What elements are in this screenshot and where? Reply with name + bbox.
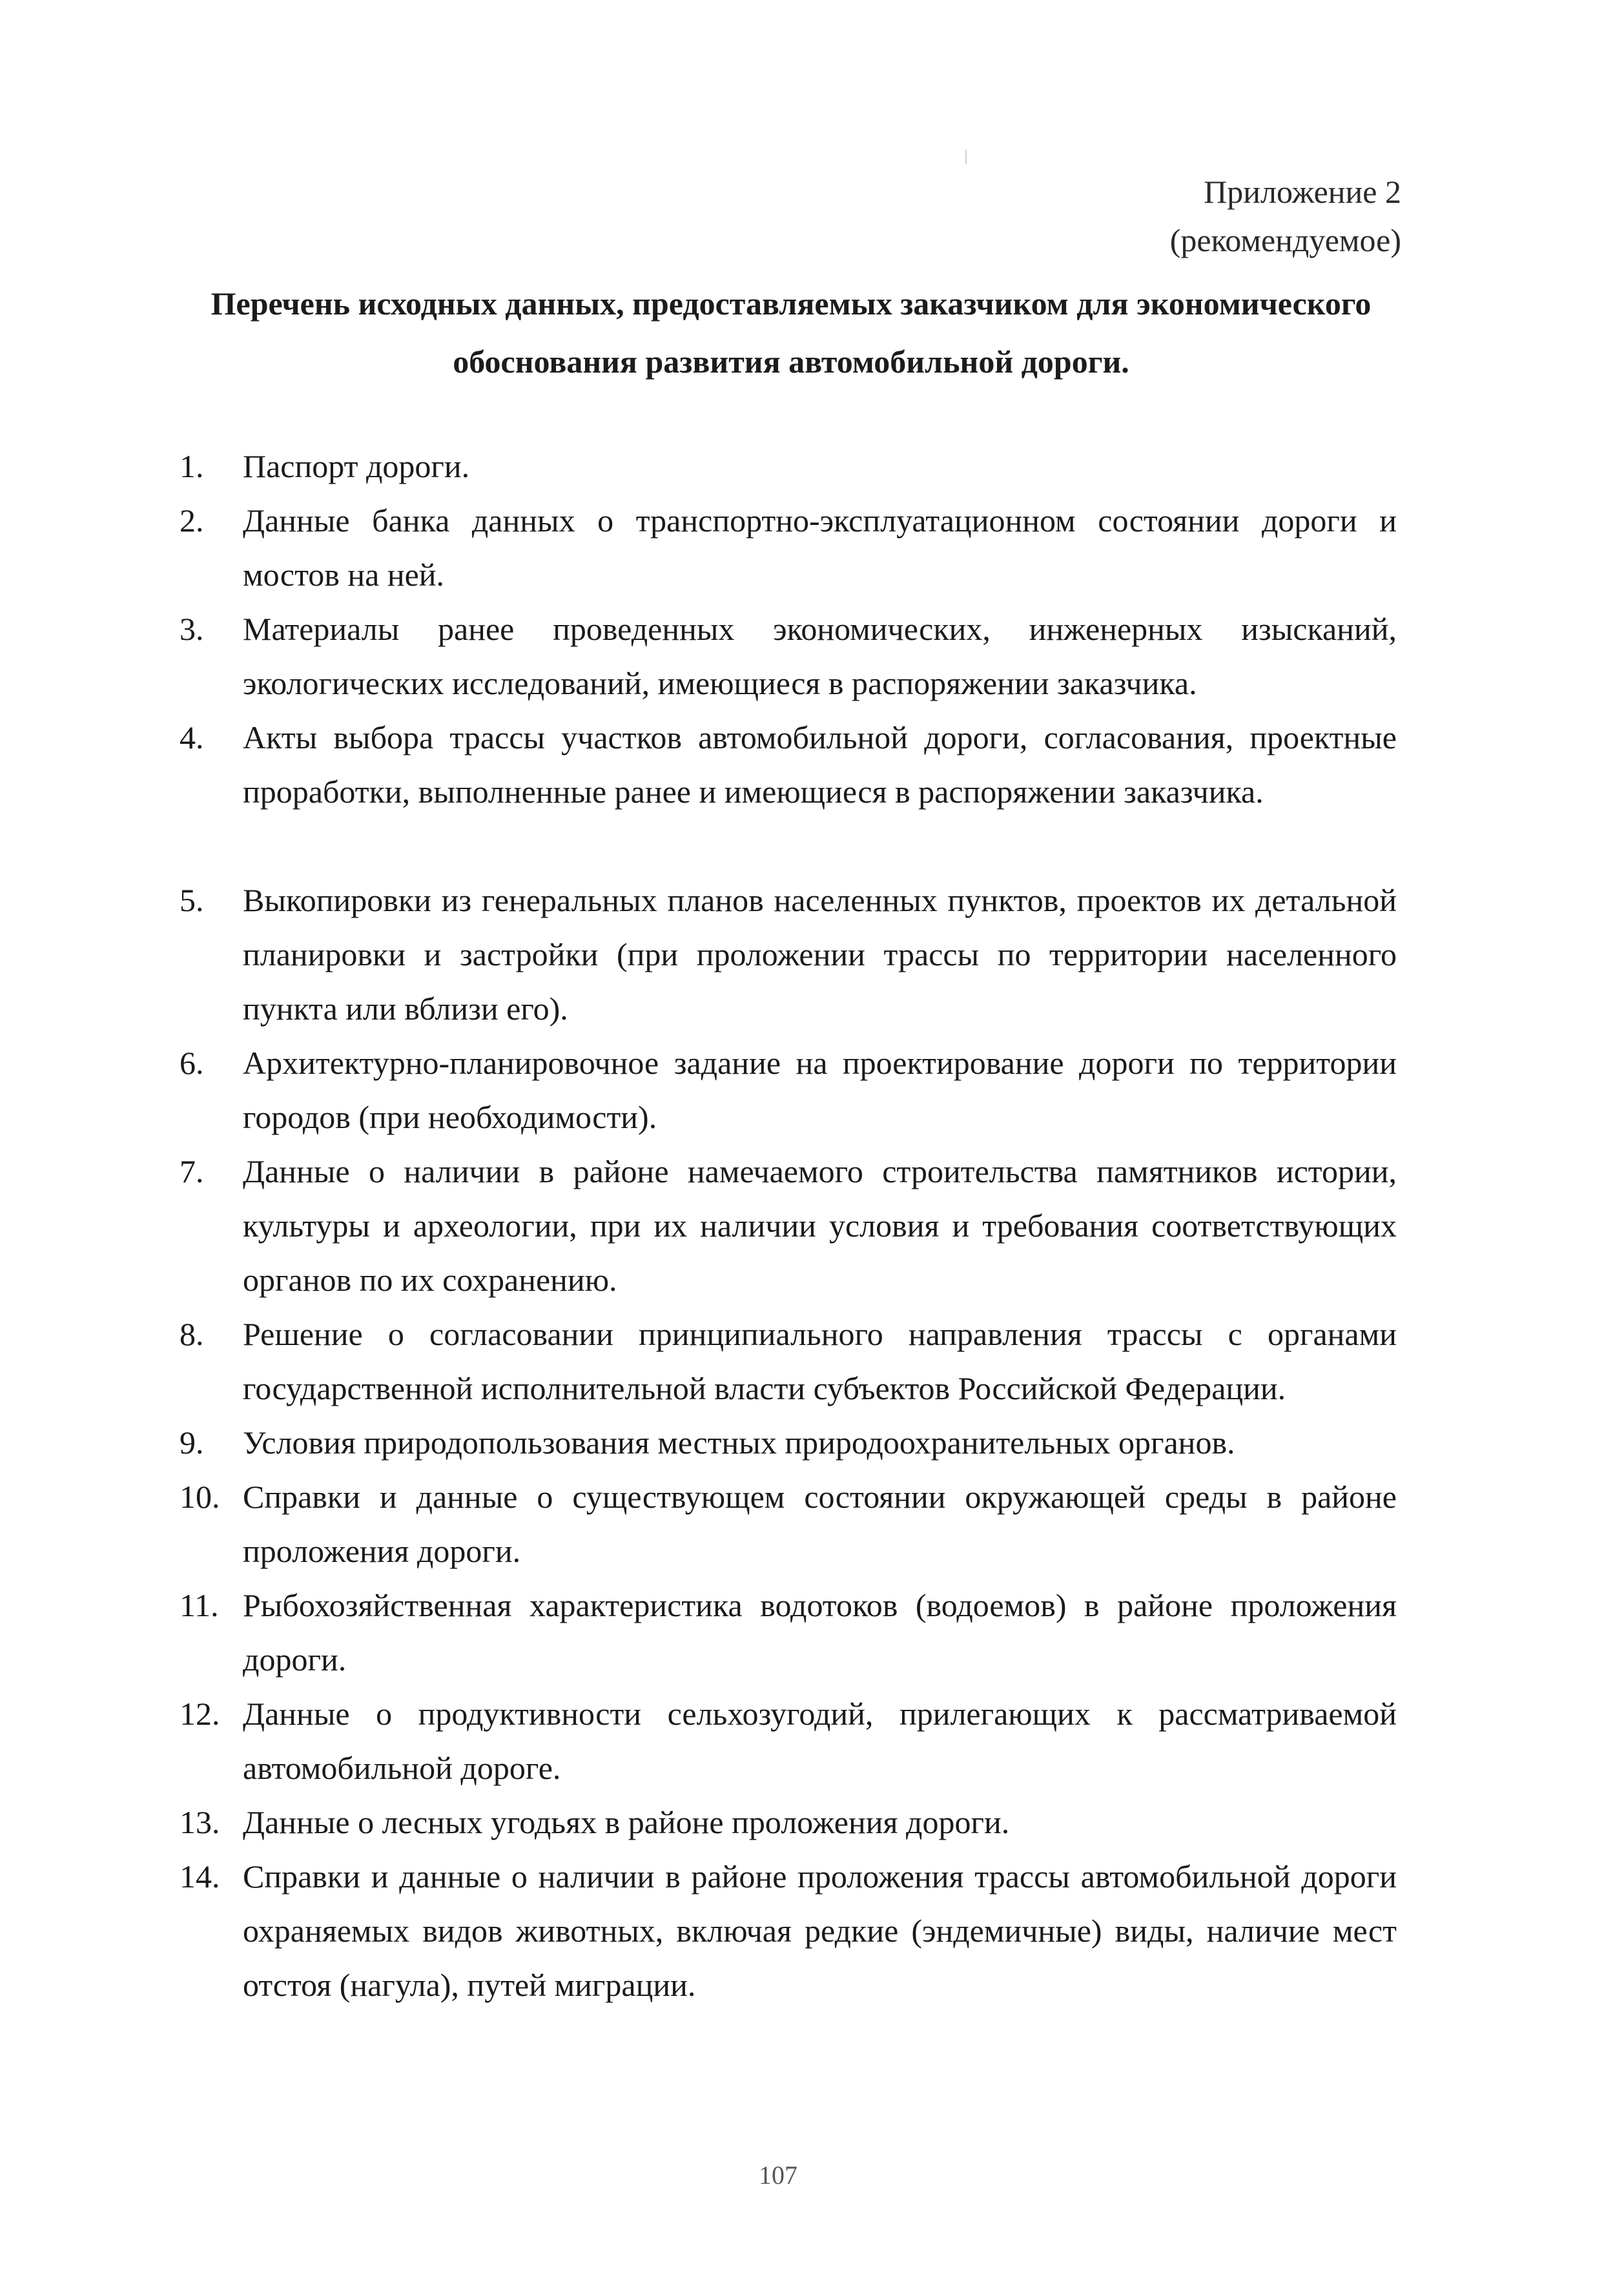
item-number: 7. xyxy=(180,1153,204,1189)
scan-artifact xyxy=(965,150,967,164)
appendix-note: (рекомендуемое) xyxy=(1169,222,1401,258)
list-item xyxy=(180,1036,1397,1144)
item-text: Материалы ранее проведенных экономических, инженерных изысканий, экологических исследований, имеющиеся в распоряжении заказчика. xyxy=(243,611,1397,701)
item-number: 4. xyxy=(180,719,204,755)
list-item xyxy=(180,1307,1397,1415)
item-text: Рыбохозяйственная характеристика водотоков (водоемов) в районе проложения дороги. xyxy=(243,1587,1397,1678)
item-number: 5. xyxy=(180,882,204,918)
item-number: 9. xyxy=(180,1424,204,1461)
list-item xyxy=(180,1578,1397,1687)
list-item xyxy=(180,602,1397,710)
item-text: Справки и данные о существующем состоянии окружающей среды в районе проложения дороги. xyxy=(243,1479,1397,1569)
item-number: 10. xyxy=(180,1479,220,1515)
item-number: 8. xyxy=(180,1316,204,1352)
list-item xyxy=(180,873,1397,1036)
item-text: Справки и данные о наличии в районе проложения трассы автомобильной дороги охраняемых видов животных, включая редкие (эндемичные) виды, наличие мест отстоя (нагула), путей миграции. xyxy=(243,1858,1397,2003)
item-number: 1. xyxy=(180,448,204,484)
list-item xyxy=(180,1795,1397,1849)
item-number: 6. xyxy=(180,1045,204,1081)
item-number: 13. xyxy=(180,1804,220,1840)
item-text: Решение о согласовании принципиального направления трассы с органами государственной исполнительной власти субъектов Российской Федерации. xyxy=(243,1316,1397,1406)
document-title: Перечень исходных данных, предоставляемых заказчиком для экономического обоснования развития автомобильной дороги. xyxy=(211,285,1372,380)
list-item xyxy=(180,1849,1397,2012)
item-text: Данные банка данных о транспортно-эксплуатационном состоянии дороги и мостов на ней. xyxy=(243,502,1397,593)
appendix-label: Приложение 2 xyxy=(1204,174,1401,210)
item-number: 3. xyxy=(180,611,204,647)
list-item xyxy=(180,710,1397,873)
item-text: Архитектурно-планировочное задание на проектирование дороги по территории городов (при необходимости). xyxy=(243,1045,1397,1135)
list-item xyxy=(180,1415,1397,1470)
item-number: 11. xyxy=(180,1587,219,1623)
item-text: Условия природопользования местных природоохранительных органов. xyxy=(243,1424,1235,1461)
list-item xyxy=(180,1687,1397,1795)
item-text: Выкопировки из генеральных планов населенных пунктов, проектов их детальной планировки и застройки (при проложении трассы по территории населенного пункта или вблизи его). xyxy=(243,882,1397,1027)
list-item xyxy=(180,1144,1397,1307)
page-number: 107 xyxy=(759,2161,797,2190)
item-text: Данные о продуктивности сельхозугодий, прилегающих к рассматриваемой автомобильной дороге. xyxy=(243,1696,1397,1786)
item-text: Данные о наличии в районе намечаемого строительства памятников истории, культуры и археологии, при их наличии условия и требования соответствующих органов по их сохранению. xyxy=(243,1153,1397,1298)
item-text: Акты выбора трассы участков автомобильной дороги, согласования, проектные проработки, выполненные ранее и имеющиеся в распоряжении заказчика. xyxy=(243,719,1397,810)
source-data-list xyxy=(180,439,1397,2012)
list-item xyxy=(180,1470,1397,1578)
list-item xyxy=(180,493,1397,602)
item-number: 2. xyxy=(180,502,204,539)
item-number: 12. xyxy=(180,1696,220,1732)
item-text: Данные о лесных угодьях в районе проложения дороги. xyxy=(243,1804,1010,1840)
item-text: Паспорт дороги. xyxy=(243,448,470,484)
item-number: 14. xyxy=(180,1858,220,1895)
list-item xyxy=(180,439,1397,493)
